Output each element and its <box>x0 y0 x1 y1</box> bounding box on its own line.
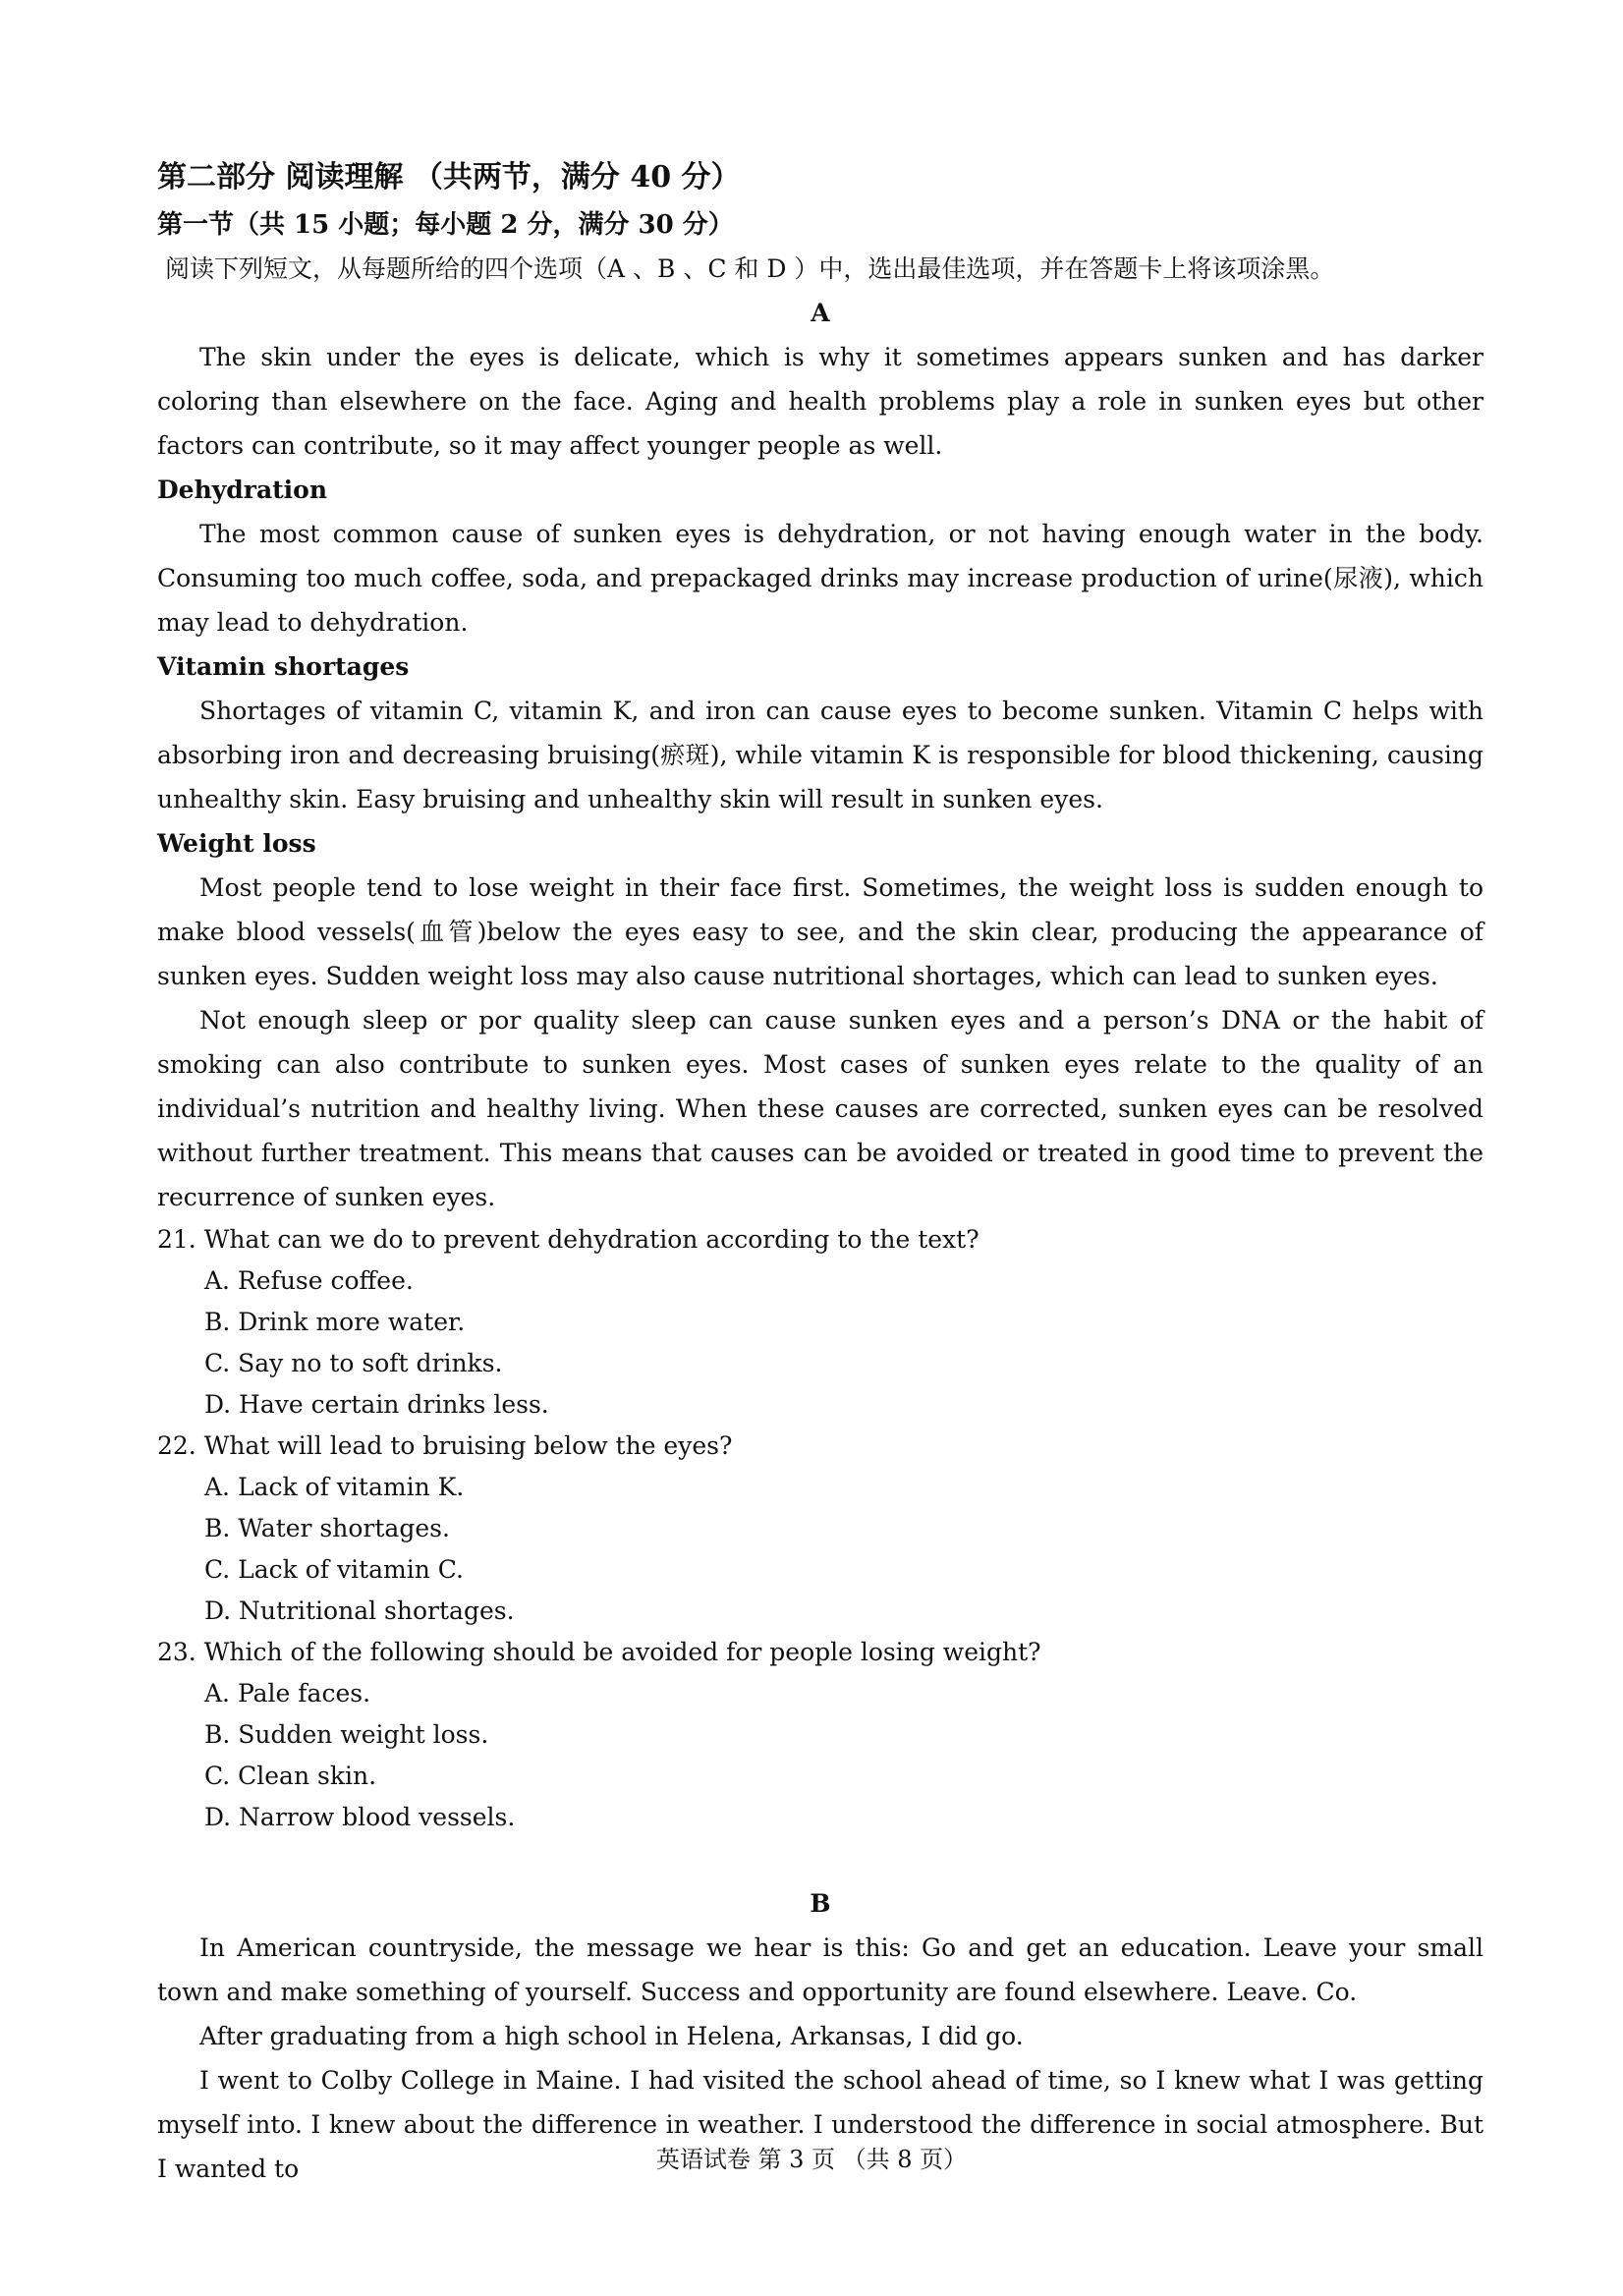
vitamin-text: Shortages of vitamin C, vitamin K, and iron can cause eyes to become sunken. Vitamin C helps with absorbing iron and decreasing bruising(瘀斑), while vitamin K is responsible for blood thickening, causing unhealthy skin. Easy bruising and unhealthy skin will result in sunken eyes. <box>157 697 1483 813</box>
closing-text: Not enough sleep or por quality sleep can cause sunken eyes and a person’s DNA or the habit of smoking can also contribute to sunken eyes. Most cases of sunken eyes relate to the quality of an individual’s nutrition and healthy living. When these causes are corrected, sunken eyes can be resolved without further treatment. This means that causes can be avoided or treated in good time to prevent the recurrence of sunken eyes. <box>157 1006 1483 1211</box>
option-b: B. Water shortages. <box>204 1514 450 1542</box>
option-b: B. Drink more water. <box>204 1308 466 1336</box>
passage-a-intro: The skin under the eyes is delicate, which is why it sometimes appears sunken and has darker coloring than elsewhere on the face. Aging and health problems play a role in sunken eyes but other factors can contribute, so it may affect younger people as well. <box>157 343 1483 460</box>
passage-a-label: A <box>811 299 830 327</box>
question-23 <box>157 1632 1483 1838</box>
weight-heading: Weight loss <box>157 829 316 858</box>
option-b: B. Sudden weight loss. <box>204 1720 489 1749</box>
option-d: D. Have certain drinks less. <box>204 1390 549 1419</box>
question-22 <box>157 1426 1483 1632</box>
option-d: D. Narrow blood vessels. <box>204 1803 516 1831</box>
option-c: C. Say no to soft drinks. <box>204 1349 503 1377</box>
option-a: A. Refuse coffee. <box>204 1266 414 1295</box>
weight-text: Most people tend to lose weight in their face first. Sometimes, the weight loss is sudden enough to make blood vessels(血管)below the eyes easy to see, and the skin clear, producing the appearance of sunken eyes. Sudden weight loss may also cause nutritional shortages, which can lead to sunken eyes. <box>157 873 1483 990</box>
option-c: C. Clean skin. <box>204 1762 377 1790</box>
question-21 <box>157 1219 1483 1426</box>
exam-page <box>157 152 1483 2191</box>
passage-b-p1: In American countryside, the message we hear is this: Go and get an education. Leave your small town and make something of yourself. Success and opportunity are found elsewhere. Leave. Co. <box>157 1933 1483 2006</box>
vitamin-heading: Vitamin shortages <box>157 652 410 681</box>
option-d: D. Nutritional shortages. <box>204 1596 515 1625</box>
page-footer: 英语试卷 第 3 页 （共 8 页） <box>655 2146 968 2173</box>
section-title: 第一节（共 15 小题；每小题 2 分，满分 30 分） <box>157 210 734 240</box>
instructions: 阅读下列短文，从每题所给的四个选项（A 、B 、C 和 D ）中，选出最佳选项，并在答题卡上将该项涂黑。 <box>165 254 1335 283</box>
question-stem: 22. What will lead to bruising below the eyes? <box>157 1431 733 1460</box>
question-stem: 23. Which of the following should be avoided for people losing weight? <box>157 1638 1041 1666</box>
part-title: 第二部分 阅读理解 （共两节，满分 40 分） <box>157 160 741 195</box>
option-a: A. Pale faces. <box>204 1679 371 1708</box>
option-a: A. Lack of vitamin K. <box>204 1473 465 1501</box>
question-stem: 21. What can we do to prevent dehydration according to the text? <box>157 1225 979 1254</box>
spacer <box>157 1838 1483 1881</box>
passage-b-p3: I went to Colby College in Maine. I had visited the school ahead of time, so I knew what I was getting myself into. I knew about the difference in weather. I understood the difference in social atmosphere. But I wanted to <box>157 2066 1483 2183</box>
option-c: C. Lack of vitamin C. <box>204 1555 464 1584</box>
dehydration-text: The most common cause of sunken eyes is dehydration, or not having enough water in the body. Consuming too much coffee, soda, and prepackaged drinks may increase production of urine(尿液), which may lead to dehydration. <box>157 520 1483 637</box>
passage-b-label: B <box>810 1889 831 1918</box>
passage-b-p2: After graduating from a high school in Helena, Arkansas, I did go. <box>199 2022 1024 2050</box>
dehydration-heading: Dehydration <box>157 476 328 504</box>
